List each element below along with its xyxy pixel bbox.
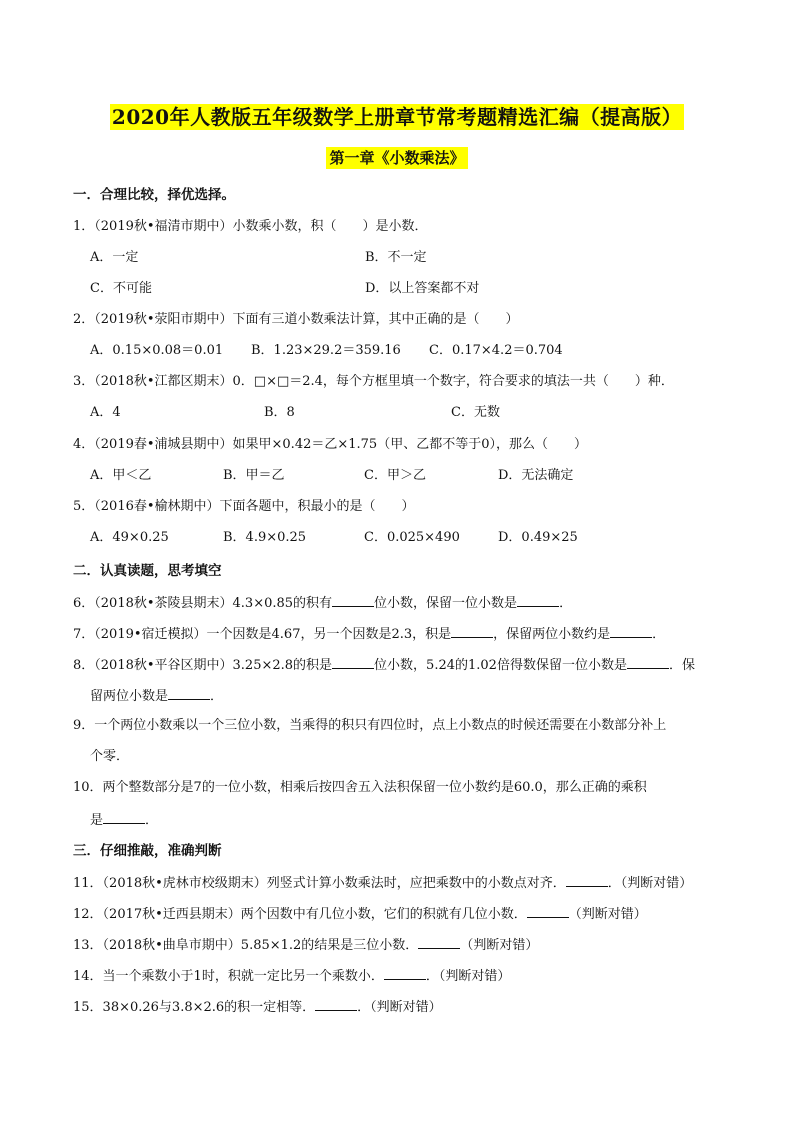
question-5-option-a: A．49×0.25 [90,530,169,545]
answer-blank[interactable] [332,655,374,669]
question-4-option-c: C．甲＞乙 [364,468,426,483]
question-11-text-1: 11．（2018秋•虎林市校级期末）列竖式计算小数乘法时，应把乘数中的小数点对齐． [73,876,566,891]
question-8-text-2: 位小数，5.24的1.02倍得数保留一位小数是 [374,658,627,673]
question-12-text-2: （判断对错） [568,907,647,922]
question-2-option-b: B．1.23×29.2＝359.16 [251,343,401,358]
answer-blank[interactable] [566,873,608,887]
answer-blank[interactable] [168,686,210,700]
chapter-subtitle: 第一章《小数乘法》 [326,147,467,169]
question-10-text-2: 是 [90,813,104,828]
question-13-text-1: 13．（2018秋•曲阜市期中）5.85×1.2的结果是三位小数． [73,938,419,953]
answer-blank[interactable] [418,935,460,949]
question-8-line-1 [73,655,695,675]
question-9-line-2: 个零． [90,749,130,764]
question-6-text-1: 6．（2018秋•茶陵县期末）4.3×0.85的积有 [73,596,333,611]
question-11-text-2: ．（判断对错） [607,876,693,891]
question-9-line-1: 9．一个两位小数乘以一个三位小数，当乘得的积只有四位时，点上小数点的时候还需要在小数部分补上 [73,718,667,733]
question-4-option-b: B．甲＝乙 [223,468,285,483]
question-2-option-c: C．0.17×4.2＝0.704 [429,343,563,358]
question-7-text-1: 7．（2019•宿迁模拟）一个因数是4.67，另一个因数是2.3，积是 [73,627,452,642]
question-1-option-a: A．一定 [90,250,139,265]
question-6-text-2: 位小数，保留一位小数是 [374,596,518,611]
answer-blank[interactable] [627,655,669,669]
question-2-stem: 2．（2019秋•荥阳市期中）下面有三道小数乘法计算，其中正确的是（ ） [73,312,519,327]
answer-blank[interactable] [384,966,426,980]
question-4-option-a: A．甲＜乙 [90,468,152,483]
question-5-option-b: B．4.9×0.25 [223,530,307,545]
answer-blank[interactable] [332,593,374,607]
question-10-line-2 [90,810,158,830]
question-7-text-2: ，保留两位小数约是 [493,627,611,642]
answer-blank[interactable] [315,997,357,1011]
question-8-text-5: ． [210,689,224,704]
question-8-line-2 [90,686,223,706]
section-heading-1: 一．合理比较，择优选择。 [73,187,235,203]
answer-blank[interactable] [527,904,569,918]
question-1-option-b: B．不一定 [365,250,427,265]
section-heading-2: 二．认真读题，思考填空 [73,563,222,579]
question-10-text-3: ． [145,813,159,828]
question-2-option-a: A．0.15×0.08＝0.01 [90,343,224,358]
question-13-text-2: （判断对错） [460,938,539,953]
question-3-stem: 3．（2018秋•江都区期末）0．□×□＝2.4，每个方框里填一个数字，符合要求的填法一共（ ）种． [73,374,674,389]
question-1-option-c: C．不可能 [90,281,152,296]
question-14-text-2: ．（判断对错） [425,969,511,984]
answer-blank[interactable] [610,624,652,638]
question-14-text-1: 14．当一个乘数小于1时，积就一定比另一个乘数小． [73,969,384,984]
question-5-stem: 5．（2016春•榆林期中）下面各题中，积最小的是（ ） [73,499,415,514]
question-8-text-3: ．保 [668,658,695,673]
question-8-text-4: 留两位小数是 [90,689,169,704]
question-15 [73,997,442,1017]
question-6-text-3: ． [559,596,573,611]
question-4-option-d: D．无法确定 [498,468,574,483]
question-1-stem: 1．（2019秋•福清市期中）小数乘小数，积（ ）是小数． [73,219,428,234]
answer-blank[interactable] [451,624,493,638]
question-7 [73,624,665,644]
question-11 [73,873,692,893]
question-3-option-a: A．4 [90,405,121,420]
question-3-option-c: C．无数 [451,405,500,420]
question-12 [73,904,647,924]
answer-blank[interactable] [517,593,559,607]
question-15-text-2: ．（判断对错） [357,1000,442,1015]
answer-blank[interactable] [103,810,145,824]
question-4-stem: 4．（2019春•浦城县期中）如果甲×0.42＝乙×1.75（甲、乙都不等于0），那么（ ） [73,437,587,452]
question-15-text-1: 15．38×0.26与3.8×2.6的积一定相等． [73,1000,316,1015]
question-3-option-b: B．8 [264,405,295,420]
question-14 [73,966,510,986]
question-5-option-c: C．0.025×490 [364,530,460,545]
question-1-option-d: D．以上答案都不对 [365,281,480,296]
question-7-text-3: ． [652,627,666,642]
section-heading-3: 三．仔细推敲，准确判断 [73,843,222,859]
question-8-text-1: 8．（2018秋•平谷区期中）3.25×2.8的积是 [73,658,333,673]
question-6 [73,593,572,613]
question-10-line-1: 10．两个整数部分是7的一位小数，相乘后按四舍五入法积保留一位小数约是60.0，那么正确的乘积 [73,780,647,795]
question-13 [73,935,538,955]
question-12-text-1: 12．（2017秋•迁西县期末）两个因数中有几位小数，它们的积就有几位小数． [73,907,527,922]
page-title: 2020年人教版五年级数学上册章节常考题精选汇编（提高版） [111,105,683,129]
question-5-option-d: D．0.49×25 [498,530,578,545]
